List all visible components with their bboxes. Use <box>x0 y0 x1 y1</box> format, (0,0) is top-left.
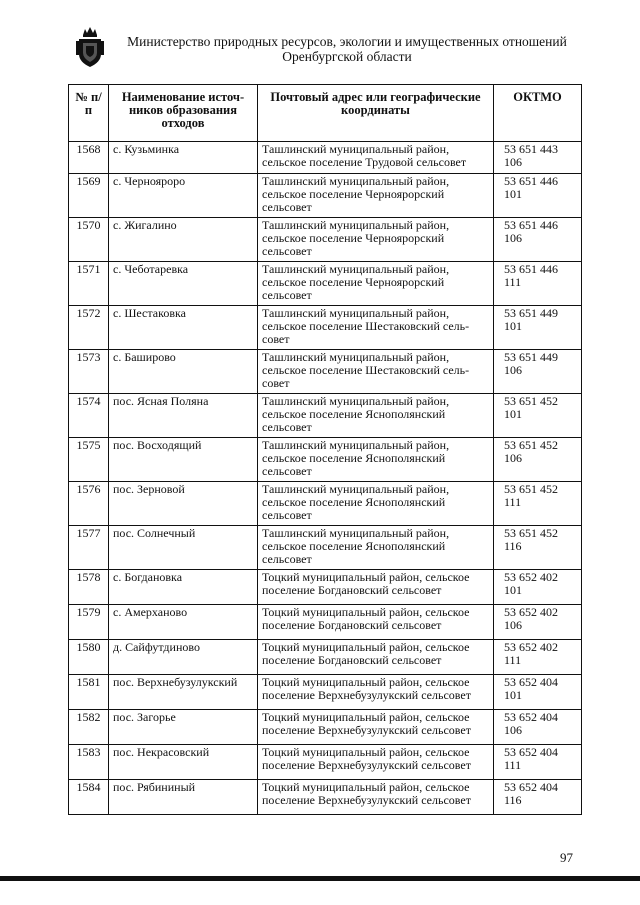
row-number: 1582 <box>69 710 109 745</box>
row-address: Тоцкий муниципальный район, сельское поселение Верхнебузулукский сельсовет <box>258 675 494 710</box>
row-source-name: с. Чернояроро <box>109 174 258 218</box>
table-row <box>69 218 582 262</box>
row-address: Ташлинский муниципальный район, сельское поселение Черноярорский сельсовет <box>258 218 494 262</box>
row-source-name: пос. Восходящий <box>109 438 258 482</box>
row-address: Тоцкий муниципальный район, сельское поселение Верхнебузулукский сельсовет <box>258 745 494 780</box>
row-oktmo-code: 53 652 402 106 <box>494 605 582 640</box>
row-number: 1568 <box>69 142 109 174</box>
row-source-name: пос. Некрасовский <box>109 745 258 780</box>
column-header-address: Почтовый адрес или географические координаты <box>258 85 494 142</box>
row-source-name: с. Шестаковка <box>109 306 258 350</box>
row-oktmo-code: 53 651 452 111 <box>494 482 582 526</box>
page-number: 97 <box>560 850 573 865</box>
row-oktmo-code: 53 651 446 101 <box>494 174 582 218</box>
row-source-name: пос. Солнечный <box>109 526 258 570</box>
header-region-name: Оренбургской области <box>282 49 412 64</box>
table-row <box>69 482 582 526</box>
column-header-number: № п/п <box>69 85 109 142</box>
row-source-name: пос. Верхнебузулукский <box>109 675 258 710</box>
row-oktmo-code: 53 652 404 111 <box>494 745 582 780</box>
table-row <box>69 174 582 218</box>
row-number: 1576 <box>69 482 109 526</box>
row-address: Ташлинский муниципальный район, сельское поселение Шестаковский сель-совет <box>258 306 494 350</box>
row-address: Тоцкий муниципальный район, сельское поселение Богдановский сельсовет <box>258 605 494 640</box>
table-row <box>69 640 582 675</box>
row-number: 1570 <box>69 218 109 262</box>
table-row <box>69 142 582 174</box>
table-row <box>69 526 582 570</box>
table-row <box>69 745 582 780</box>
row-number: 1575 <box>69 438 109 482</box>
row-oktmo-code: 53 652 404 116 <box>494 780 582 815</box>
table-row <box>69 262 582 306</box>
row-oktmo-code: 53 651 443 106 <box>494 142 582 174</box>
table-row <box>69 780 582 815</box>
row-oktmo-code: 53 651 452 101 <box>494 394 582 438</box>
row-oktmo-code: 53 652 404 101 <box>494 675 582 710</box>
table-row <box>69 350 582 394</box>
row-source-name: пос. Загорье <box>109 710 258 745</box>
row-oktmo-code: 53 651 449 106 <box>494 350 582 394</box>
row-address: Тоцкий муниципальный район, сельское поселение Богдановский сельсовет <box>258 570 494 605</box>
row-address: Ташлинский муниципальный район, сельское поселение Яснополянский сельсовет <box>258 394 494 438</box>
table-body <box>69 142 582 815</box>
row-oktmo-code: 53 652 402 111 <box>494 640 582 675</box>
row-oktmo-code: 53 651 452 106 <box>494 438 582 482</box>
row-oktmo-code: 53 651 446 111 <box>494 262 582 306</box>
row-source-name: с. Амерханово <box>109 605 258 640</box>
table-row <box>69 675 582 710</box>
row-address: Тоцкий муниципальный район, сельское поселение Верхнебузулукский сельсовет <box>258 780 494 815</box>
row-address: Ташлинский муниципальный район, сельское поселение Черноярорский сельсовет <box>258 174 494 218</box>
footer-divider <box>0 876 640 881</box>
table-row <box>69 710 582 745</box>
row-number: 1574 <box>69 394 109 438</box>
table-row <box>69 438 582 482</box>
row-number: 1584 <box>69 780 109 815</box>
coat-of-arms-icon <box>76 26 104 68</box>
table-row <box>69 605 582 640</box>
row-source-name: с. Баширово <box>109 350 258 394</box>
table-row <box>69 394 582 438</box>
row-source-name: с. Кузьминка <box>109 142 258 174</box>
row-source-name: с. Богдановка <box>109 570 258 605</box>
row-source-name: пос. Рябининый <box>109 780 258 815</box>
table-row <box>69 570 582 605</box>
row-source-name: с. Чеботаревка <box>109 262 258 306</box>
column-header-source-name: Наименование источ-ников образования отходов <box>109 85 258 142</box>
row-number: 1571 <box>69 262 109 306</box>
row-number: 1573 <box>69 350 109 394</box>
row-oktmo-code: 53 651 452 116 <box>494 526 582 570</box>
row-oktmo-code: 53 652 402 101 <box>494 570 582 605</box>
column-header-oktmo: ОКТМО <box>494 85 582 142</box>
row-source-name: д. Сайфутдиново <box>109 640 258 675</box>
row-address: Тоцкий муниципальный район, сельское поселение Верхнебузулукский сельсовет <box>258 710 494 745</box>
row-address: Ташлинский муниципальный район, сельское поселение Шестаковский сель-совет <box>258 350 494 394</box>
header-ministry-name: Министерство природных ресурсов, экологии и имущественных отношений <box>127 34 567 49</box>
waste-sources-table <box>68 84 582 815</box>
row-source-name: пос. Зерновой <box>109 482 258 526</box>
row-number: 1578 <box>69 570 109 605</box>
row-address: Тоцкий муниципальный район, сельское поселение Богдановский сельсовет <box>258 640 494 675</box>
table-header-row <box>69 85 582 142</box>
row-oktmo-code: 53 651 446 106 <box>494 218 582 262</box>
row-source-name: пос. Ясная Поляна <box>109 394 258 438</box>
row-address: Ташлинский муниципальный район, сельское поселение Яснополянский сельсовет <box>258 482 494 526</box>
row-number: 1577 <box>69 526 109 570</box>
table-row <box>69 306 582 350</box>
row-source-name: с. Жигалино <box>109 218 258 262</box>
row-number: 1583 <box>69 745 109 780</box>
row-address: Ташлинский муниципальный район, сельское поселение Яснополянский сельсовет <box>258 438 494 482</box>
row-oktmo-code: 53 651 449 101 <box>494 306 582 350</box>
row-number: 1572 <box>69 306 109 350</box>
row-address: Ташлинский муниципальный район, сельское поселение Яснополянский сельсовет <box>258 526 494 570</box>
row-number: 1581 <box>69 675 109 710</box>
row-address: Ташлинский муниципальный район, сельское поселение Черноярорский сельсовет <box>258 262 494 306</box>
row-number: 1580 <box>69 640 109 675</box>
row-number: 1579 <box>69 605 109 640</box>
row-address: Ташлинский муниципальный район, сельское поселение Трудовой сельсовет <box>258 142 494 174</box>
row-number: 1569 <box>69 174 109 218</box>
document-header <box>112 34 582 64</box>
row-oktmo-code: 53 652 404 106 <box>494 710 582 745</box>
